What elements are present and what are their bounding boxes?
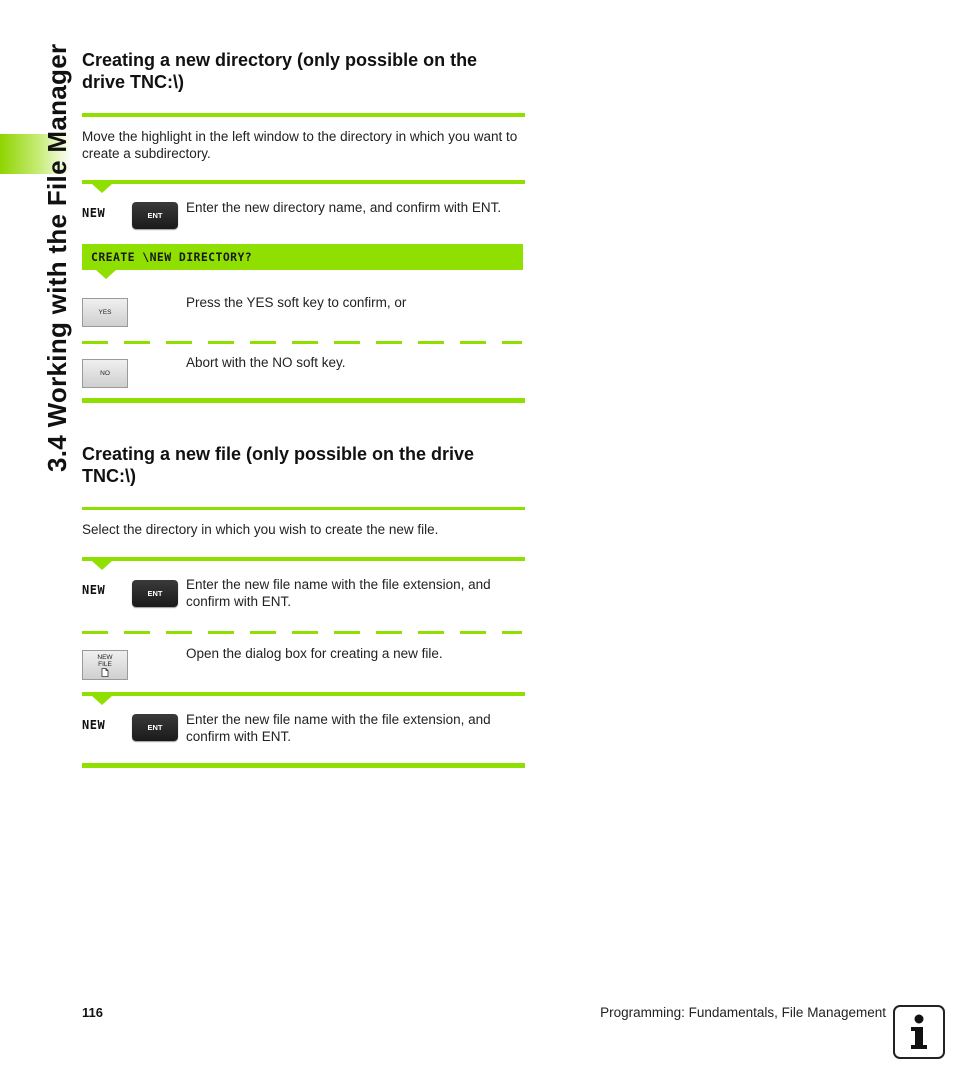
- no-softkey-label: NO: [100, 370, 110, 377]
- dashed-divider: [82, 631, 522, 634]
- step-text: Open the dialog box for creating a new file.: [186, 646, 443, 661]
- file-icon: [101, 668, 109, 677]
- step-marker: [92, 561, 112, 570]
- page-number: 116: [82, 1005, 103, 1020]
- divider: [82, 507, 525, 510]
- dialog-prompt: [82, 244, 523, 270]
- step-text: Enter the new file name with the file extension, and confirm with ENT.: [186, 712, 491, 744]
- chapter-side-title: 3.4 Working with the File Manager: [42, 43, 72, 472]
- section-heading-new-file: Creating a new file (only possible on the drive TNC:\): [82, 444, 475, 486]
- dialog-prompt-text: CREATE \NEW DIRECTORY?: [91, 250, 253, 264]
- step-text: Enter the new file name with the file extension, and confirm with ENT.: [186, 577, 491, 609]
- dashed-divider: [82, 341, 522, 344]
- ent-key-button[interactable]: ENT: [132, 202, 178, 229]
- divider: [82, 113, 525, 117]
- new-file-softkey-line2: FILE: [98, 660, 112, 668]
- divider: [82, 692, 525, 696]
- section-heading-new-directory: Creating a new directory (only possible on the drive TNC:\): [82, 50, 478, 92]
- info-glyph: [904, 1013, 934, 1051]
- no-softkey[interactable]: [82, 359, 128, 388]
- section-end-bar: [82, 398, 525, 403]
- info-icon: [893, 1005, 945, 1059]
- step-text: Abort with the NO soft key.: [186, 355, 346, 370]
- footer-title: Programming: Fundamentals, File Management: [600, 1005, 886, 1020]
- divider: [82, 557, 525, 561]
- new-key-label: NEW: [82, 718, 106, 732]
- divider: [82, 180, 525, 184]
- new-key-label: NEW: [82, 583, 106, 597]
- step-marker: [96, 270, 116, 279]
- new-file-softkey-line1: NEW: [97, 653, 113, 661]
- intro-text: Move the highlight in the left window to the directory in which you want to create a subdirectory.: [82, 129, 518, 161]
- yes-softkey-label: YES: [98, 309, 112, 316]
- ent-key-button[interactable]: ENT: [132, 714, 178, 741]
- new-file-softkey[interactable]: [82, 650, 128, 680]
- step-text: Press the YES soft key to confirm, or: [186, 295, 407, 310]
- step-marker: [92, 696, 112, 705]
- step-marker: [92, 184, 112, 193]
- step-text: Enter the new directory name, and confirm with ENT.: [186, 200, 502, 215]
- yes-softkey[interactable]: [82, 298, 128, 327]
- new-key-label: NEW: [82, 206, 106, 220]
- section-end-bar: [82, 763, 525, 768]
- ent-key-button[interactable]: ENT: [132, 580, 178, 607]
- intro-text: Select the directory in which you wish to create the new file.: [82, 522, 439, 537]
